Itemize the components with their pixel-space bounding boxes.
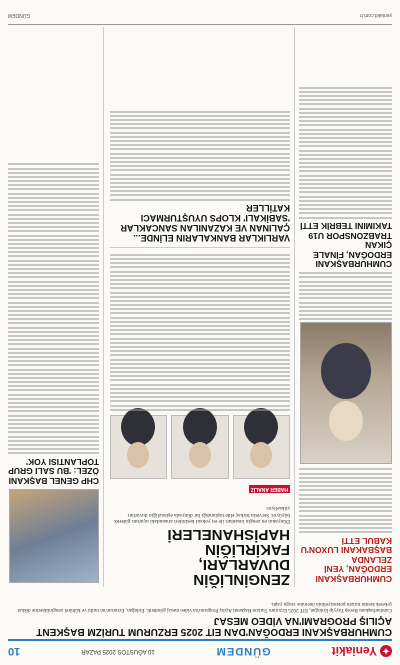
logo-mark-icon: ✦ bbox=[380, 645, 392, 657]
logo-text: Yeniakit bbox=[331, 644, 377, 658]
left-headline-1: CUMHURBAŞKANI ERDOĞAN, YENİ ZELANDA BAŞBAKANI LUXON'U KABUL ETTİ bbox=[300, 536, 392, 584]
right-column bbox=[8, 27, 104, 587]
lead-lede: Cumhurbaşkanı Recep Tayyip Erdoğan, EIT 2025 Erzurum Turizm Başkenti Açılış Programı'na video mesaj gönderdi. Erdoğan, Erzurum'un tarihi ve kültürel zenginliklerine dikkat çekerek kentin turizm potansiyelinin önemine vurgu yaptı. bbox=[17, 601, 392, 613]
center-column bbox=[110, 27, 290, 587]
article-body bbox=[299, 469, 392, 534]
right-headline: CHP GENEL BAŞKANI ÖZEL: 'BU SALI GRUP TOPLANTISI YOK' bbox=[8, 457, 99, 486]
article-body bbox=[110, 111, 290, 201]
left-headline-2: CUMHURBAŞKANI ERDOĞAN, FİNALE ÇIKAN TRABZONSPOR U19 TAKIMINI TEBRİK ETTİ bbox=[300, 221, 392, 270]
left-column bbox=[294, 27, 392, 587]
footer-website: yeniakit.com.tr bbox=[359, 12, 392, 18]
masthead bbox=[8, 639, 392, 661]
portrait-row bbox=[110, 415, 290, 479]
article-photo bbox=[9, 489, 99, 583]
article-body bbox=[299, 272, 392, 320]
issue-date: 10 AĞUSTOS 2025 PAZAR bbox=[81, 648, 155, 654]
section-tag: HABER ANALİZ bbox=[250, 485, 288, 492]
newspaper-logo bbox=[332, 644, 392, 658]
portrait-photo bbox=[233, 415, 290, 479]
feature-headline: ZENGİNLİĞİN DUVARLARI, FAKİRLİĞİN HAPİSHANELERİ bbox=[167, 526, 290, 588]
portrait-photo bbox=[171, 415, 228, 479]
section-title: GÜNDEM bbox=[215, 645, 271, 657]
page-number: 10 bbox=[8, 645, 21, 657]
feature-lede: Dünyanın en zengin insanları ile en yoksul kesimleri arasındaki uçurum giderek büyüyor. Servetin birkaç elde toplandığı bir dünyada eşitsizliğin duvarları yükseliyor. bbox=[114, 505, 290, 524]
article-body bbox=[8, 163, 99, 454]
portrait-photo bbox=[110, 415, 167, 479]
lead-headline: CUMHURBAŞKANI ERDOĞAN'DAN EIT 2025 ERZURUM TURİZM BAŞKENT AÇILIŞ PROGRAMI'NA VİDEO MESAJ bbox=[36, 615, 392, 637]
article-photo bbox=[300, 323, 392, 465]
lead-story bbox=[8, 591, 392, 637]
article-body bbox=[110, 254, 290, 411]
bottom-headline: VARLIKLAR BANKALARIN ELİNDE... ÇALINAN VE KAZANILAN SANCAKLAR 'SABİKALI' KLOPS UYUŞTURMACI KATİLLER bbox=[110, 203, 290, 248]
page-footer bbox=[8, 6, 392, 25]
footer-section: GÜNDEM bbox=[8, 12, 31, 18]
article-body bbox=[299, 87, 392, 219]
